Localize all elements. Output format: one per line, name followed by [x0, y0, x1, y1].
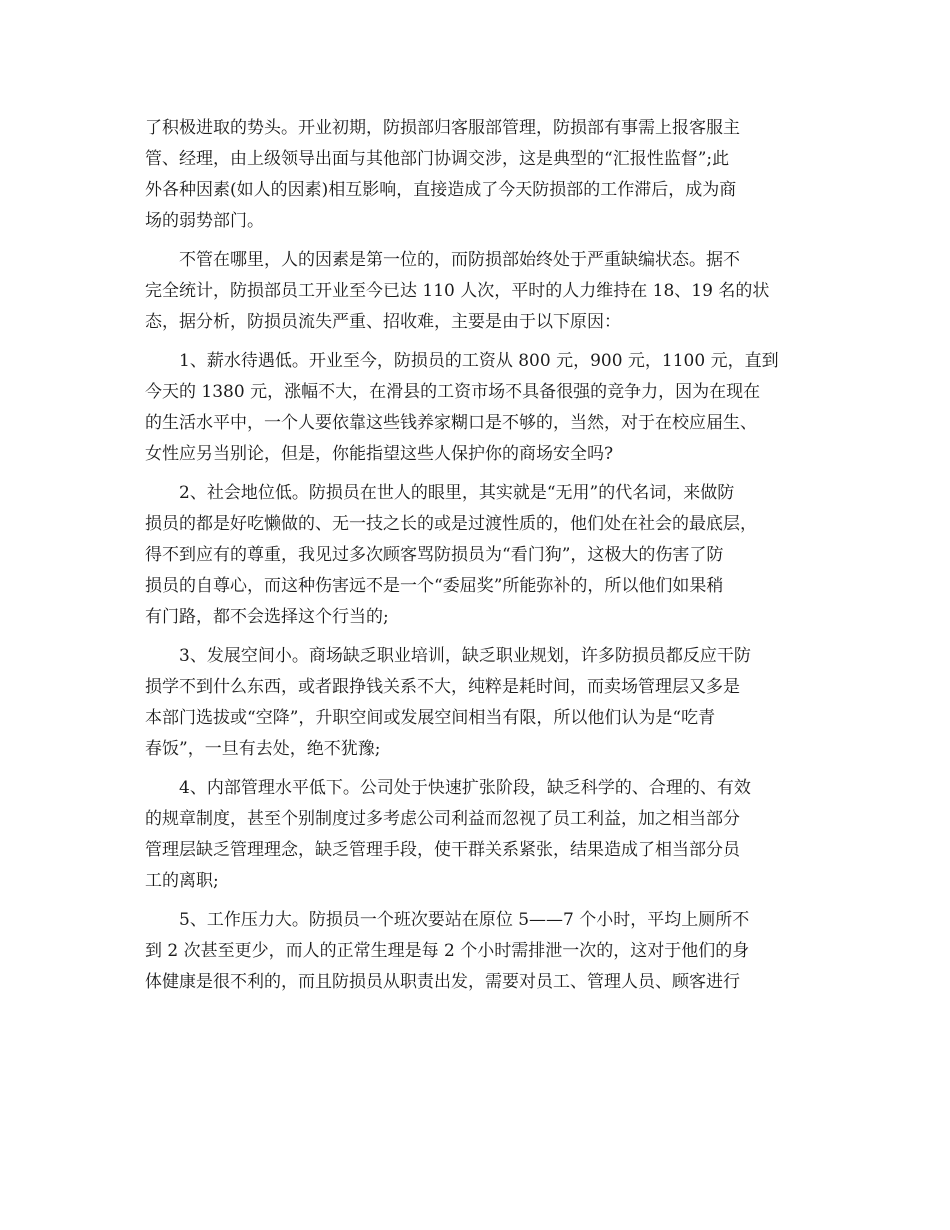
text-line: 得不到应有的尊重，我见过多次顾客骂防损员为“看门狗”，这极大的伤害了防	[145, 545, 724, 565]
text-line: 今天的 1380 元，涨幅不大，在滑县的工资市场不具备很强的竞争力，因为在现在	[145, 382, 761, 402]
paragraph-reason-4	[145, 773, 805, 897]
text-line: 1、薪水待遇低。开业至今，防损员的工资从 800 元，900 元，1100 元，直到	[179, 351, 779, 371]
paragraph-reason-5	[145, 905, 805, 998]
text-line: 体健康是很不利的，而且防损员从职责出发，需要对员工、管理人员、顾客进行	[145, 972, 740, 992]
text-line: 3、发展空间小。商场缺乏职业培训，缺乏职业规划，许多防损员都反应干防	[179, 646, 751, 666]
text-line: 了积极进取的势头。开业初期，防损部归客服部管理，防损部有事需上报客服主	[145, 118, 740, 138]
text-line: 2、社会地位低。防损员在世人的眼里，其实就是“无用”的代名词，来做防	[179, 483, 735, 503]
text-line: 完全统计，防损部员工开业至今已达 110 人次，平时的人力维持在 18、19 名的状	[145, 281, 770, 301]
paragraph-reason-1	[145, 346, 805, 470]
document-body	[145, 113, 805, 998]
text-line: 5、工作压力大。防损员一个班次要站在原位 5——7 个小时，平均上厕所不	[179, 910, 750, 930]
paragraph-staffing	[145, 245, 805, 338]
text-line: 管、经理，由上级领导出面与其他部门协调交涉，这是典型的“汇报性监督”;此	[145, 149, 730, 169]
text-line: 春饭”，一旦有去处，绝不犹豫;	[145, 739, 381, 759]
text-line: 损员的自尊心，而这种伤害远不是一个“委屈奖”所能弥补的，所以他们如果稍	[145, 576, 724, 596]
text-line: 工的离职;	[145, 871, 219, 891]
paragraph-reason-2	[145, 478, 805, 633]
paragraph-reason-3	[145, 641, 805, 765]
text-line: 的生活水平中，一个人要依靠这些钱养家糊口是不够的，当然，对于在校应届生、	[145, 413, 757, 433]
text-line: 损学不到什么东西，或者跟挣钱关系不大，纯粹是耗时间，而卖场管理层又多是	[145, 677, 740, 697]
text-line: 有门路，都不会选择这个行当的;	[145, 607, 389, 627]
text-line: 女性应另当别论，但是，你能指望这些人保护你的商场安全吗?	[145, 444, 614, 464]
text-line: 损员的都是好吃懒做的、无一技之长的或是过渡性质的，他们处在社会的最底层，	[145, 514, 757, 534]
text-line: 的规章制度，甚至个别制度过多考虑公司利益而忽视了员工利益，加之相当部分	[145, 809, 740, 829]
text-line: 不管在哪里，人的因素是第一位的，而防损部始终处于严重缺编状态。据不	[179, 250, 740, 270]
text-line: 态，据分析，防损员流失严重、招收难，主要是由于以下原因：	[145, 312, 621, 332]
text-line: 到 2 次甚至更少，而人的正常生理是每 2 个小时需排泄一次的，这对于他们的身	[145, 941, 750, 961]
text-line: 场的弱势部门。	[145, 211, 264, 231]
text-line: 管理层缺乏管理理念，缺乏管理手段，使干群关系紧张，结果造成了相当部分员	[145, 840, 740, 860]
text-line: 外各种因素(如人的因素)相互影响，直接造成了今天防损部的工作滞后，成为商	[145, 180, 737, 200]
paragraph-continuation	[145, 113, 805, 237]
text-line: 4、内部管理水平低下。公司处于快速扩张阶段，缺乏科学的、合理的、有效	[179, 778, 751, 798]
text-line: 本部门选拔或“空降”，升职空间或发展空间相当有限，所以他们认为是“吃青	[145, 708, 716, 728]
